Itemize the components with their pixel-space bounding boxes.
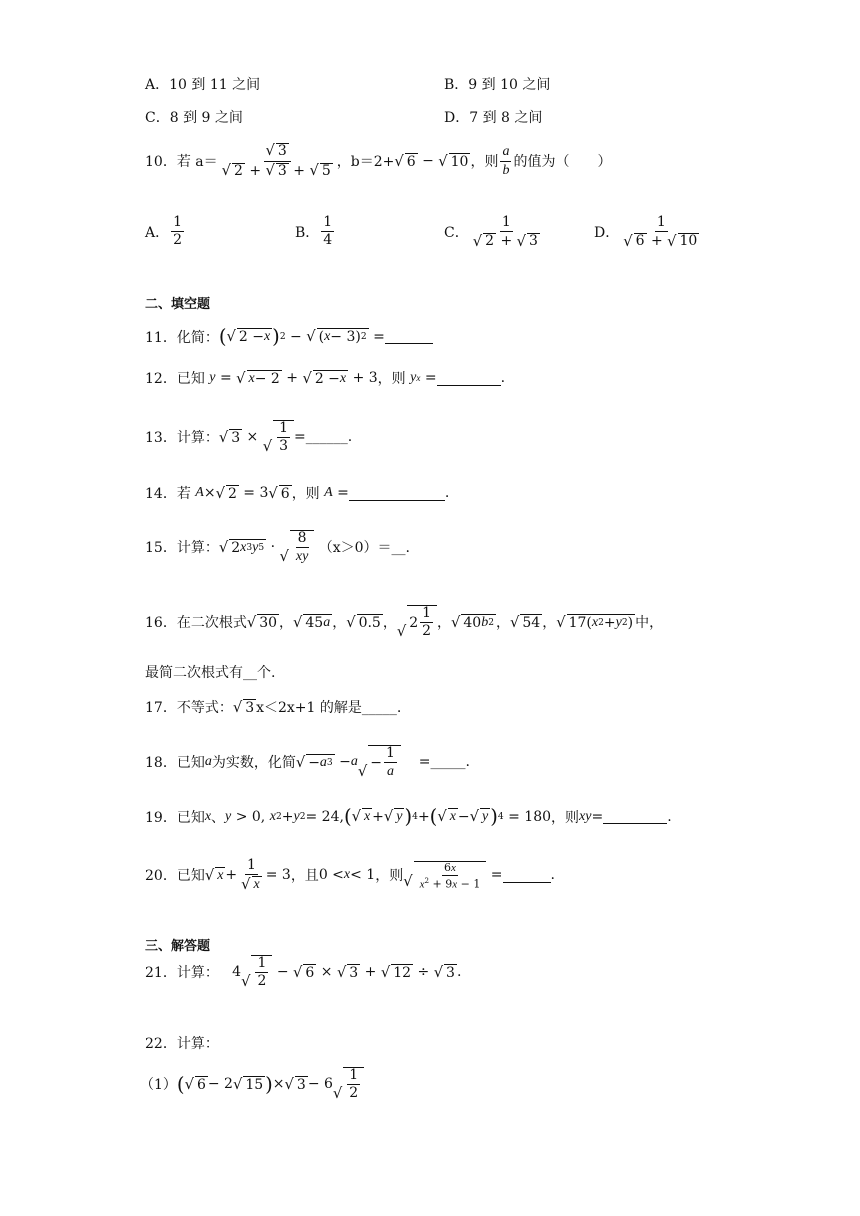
question-16: 16． 在二次根式 √ 30 ， √ 45 a ， √ 0.5 ， √ 2 $\frac{1}{2}$ ， √ 40 b 2 ， √ 54 ， √ 17( x 2 + y 2 ) 中， [145,605,664,640]
q10-a-fraction: √ 3 √ 2 + √ 3 + √ 5 [221,142,331,179]
question-16-line2: 最简二次根式有__个. [145,665,276,681]
question-12: 12． 已知 y = √ x − 2 + √ 2 − x + 3 ，则 y x = . [145,369,506,387]
section-title-answer: 三、解答题 [145,939,211,954]
q9-option-a: A．10 到 11 之间 [145,77,261,93]
q9-option-b: B．9 到 10 之间 [444,77,551,93]
q9-option-c: C．8 到 9 之间 [145,110,243,126]
question-13: 13． 计算： √ 3 × √ $\frac{1}{3}$ =______. [145,420,353,455]
question-18: 18． 已知 a 为实数，化简 √ − a 3 − a √ − $\frac{1}{a}$ =_____. [145,745,470,780]
q9-option-d: D．7 到 8 之间 [444,110,543,126]
question-22: 22． 计算： [145,1036,219,1052]
question-21: 21． 计算： 4 √ $\frac{1}{2}$ − √ 6 × √ 3 + √ 12 ÷ √ 3 . [145,955,462,990]
question-10: 10． 若 a＝ √ 3 √ 2 + √ 3 + √ 5 ，b＝2+ √ 6 − √ 10 ，则 $\frac{a}{b}$ 的值为（ ） [145,142,612,179]
q10-option-d: D． 1 √ 6 + √ 10 [594,214,698,250]
question-14: 14． 若 A × √ 2 = 3 √ 6 ，则 A = . [145,484,450,502]
question-17: 17． 不等式： √ 3 x＜2x+1 的解是_____. [145,698,402,716]
question-19: 19． 已知 x 、 y > 0, x 2 + y 2 = 24, ( √ x + √ y ) 4 + ( √ x − √ y ) 4 = 180 ，则 xy = . [145,805,672,828]
section-title-fill-in: 二、填空题 [145,297,211,312]
question-15: 15． 计算： √ 2 x 3 y 5 · √ $\frac{8}{xy}$ （x＞0）＝__. [145,530,411,565]
question-20: 20． 已知 √ x + 1 √ x = 3 ，且 0 < x < 1 ，则 √ $\frac{6x}{x^2 + 9x - 1}$ = . [145,857,555,893]
q10-option-a: A． $\frac{1}{2}$ [145,214,183,249]
q10-option-c: C． 1 √ 2 + √ 3 [444,214,538,250]
question-22-part-1: （1） ( √ 6 − 2 √ 15 ) × √ 3 − 6 √ $\frac{1}{2}$ [140,1067,364,1102]
q10-option-b: B． $\frac{1}{4}$ [295,214,333,249]
question-11: 11． 化简： ( √ 2 − x ) 2 − √ ( x − 3) 2 = [145,325,433,348]
